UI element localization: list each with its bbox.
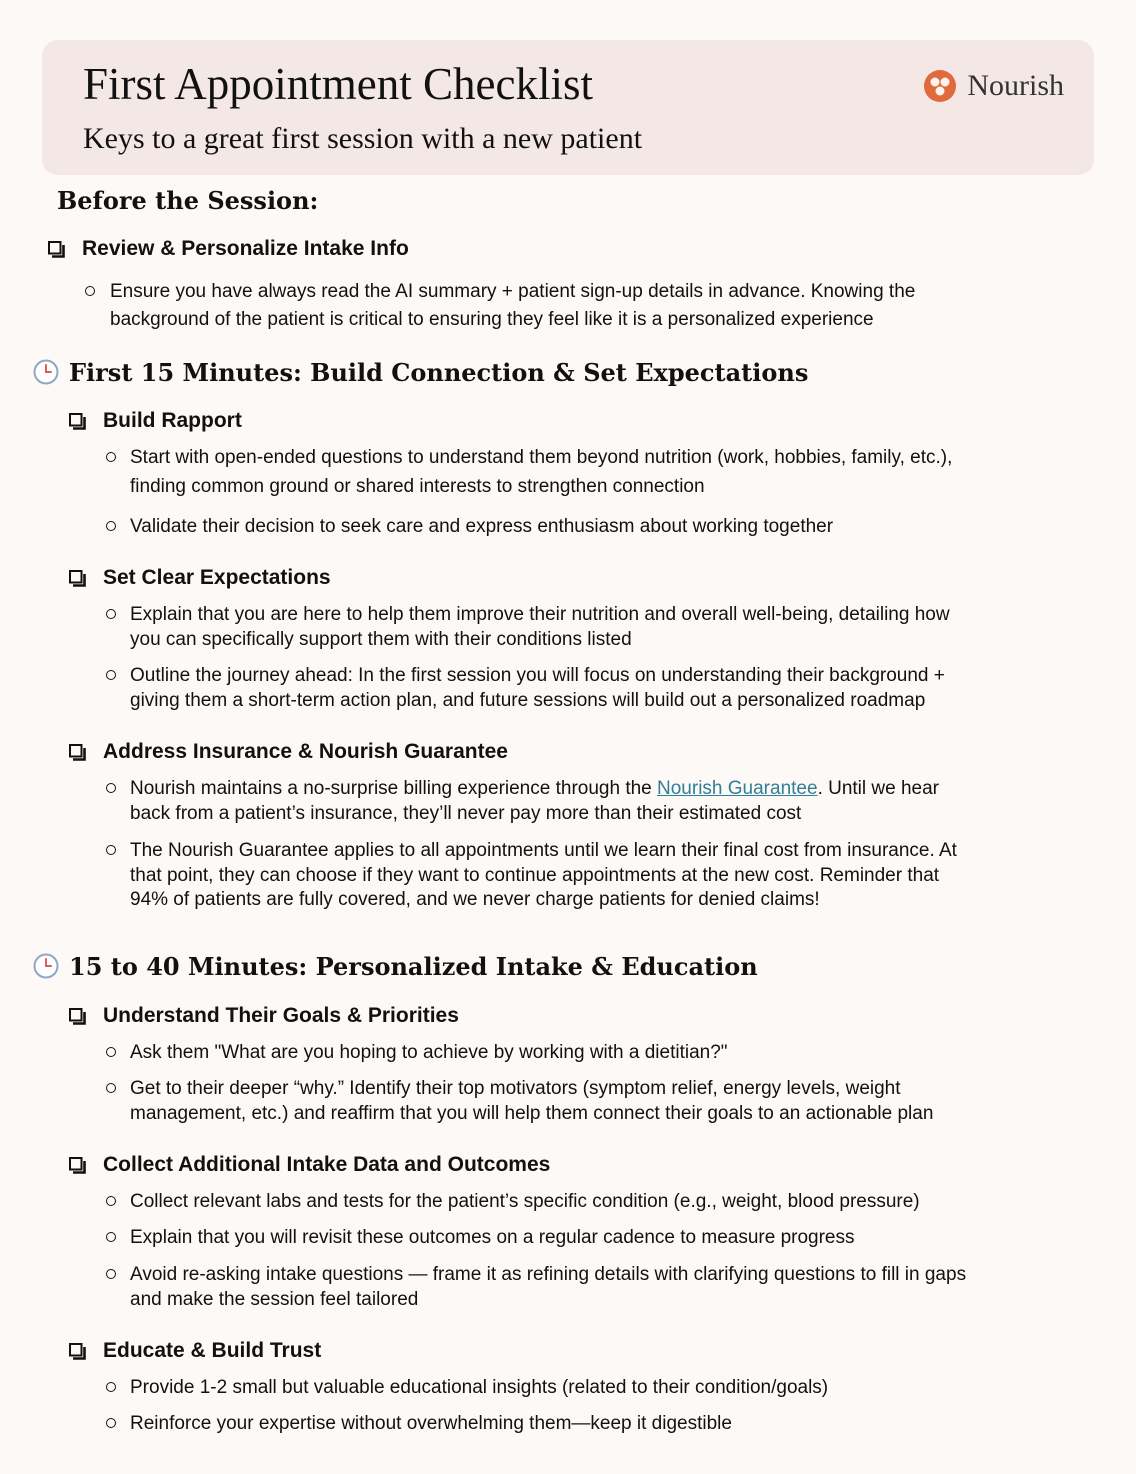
bullet-text: Avoid re-asking intake questions — frame it as refining details with clarifying questions to fill in gaps [130, 1264, 967, 1285]
checklist-item [69, 1153, 550, 1177]
bullet-text: you can specifically support them with their conditions listed [130, 629, 632, 650]
bullet-text-part: . Until we hear [817, 778, 940, 799]
clock-icon [33, 953, 59, 979]
checklist-item [69, 566, 331, 590]
page-title: First Appointment Checklist [83, 59, 594, 109]
bullet-icon [106, 845, 116, 855]
checkbox-icon [69, 413, 86, 430]
bullet-text: Reinforce your expertise without overwhelming them—keep it digestible [130, 1413, 732, 1434]
bullet-text: back from a patient’s insurance, they’ll never pay more than their estimated cost [130, 803, 802, 824]
section-title-before: Before the Session: [57, 186, 319, 215]
item-title: Set Clear Expectations [103, 566, 331, 589]
checkbox-icon [48, 241, 65, 258]
bullet-text: Start with open-ended questions to understand them beyond nutrition (work, hobbies, family, etc.), [130, 447, 953, 468]
checkbox-icon [69, 744, 86, 761]
section-title-text: First 15 Minutes: Build Connection & Set Expectations [69, 358, 809, 387]
bullet-text: management, etc.) and reaffirm that you will help them connect their goals to an actionable plan [130, 1103, 934, 1124]
bullet-icon [106, 1382, 116, 1392]
bullet-icon [106, 1196, 116, 1206]
item-title: Collect Additional Intake Data and Outcomes [103, 1153, 551, 1176]
section-title-text: 15 to 40 Minutes: Personalized Intake & Education [69, 952, 758, 981]
checklist-item [69, 1004, 459, 1028]
bullet-text: Provide 1-2 small but valuable educational insights (related to their condition/goals) [130, 1377, 829, 1398]
bullet-icon [106, 1269, 116, 1279]
bullet-icon [106, 1083, 116, 1093]
section-title-15-to-40 [33, 952, 758, 982]
bullet-text: Collect relevant labs and tests for the patient’s specific condition (e.g., weight, blood pressure) [130, 1191, 920, 1212]
checkbox-icon [69, 570, 86, 587]
bullet-icon [106, 1232, 116, 1242]
bullet-icon [106, 521, 116, 531]
checkbox-icon [69, 1157, 86, 1174]
item-title: Educate & Build Trust [103, 1339, 322, 1362]
bullet-text: Validate their decision to seek care and express enthusiasm about working together [130, 516, 834, 537]
bullet-text: and make the session feel tailored [130, 1289, 419, 1310]
bullet-text: background of the patient is critical to ensuring they feel like it is a personalized experience [110, 309, 874, 330]
bullet-text: giving them a short-term action plan, and future sessions will build out a personalized roadmap [130, 690, 926, 711]
bullet-text: finding common ground or shared interests to strengthen connection [130, 476, 705, 497]
item-title: Review & Personalize Intake Info [82, 237, 409, 260]
checklist-item [69, 740, 508, 764]
item-title: Address Insurance & Nourish Guarantee [103, 740, 508, 763]
nourish-guarantee-link[interactable]: Nourish Guarantee [657, 778, 818, 799]
bullet-text: Ensure you have always read the AI summary + patient sign-up details in advance. Knowing the [110, 281, 916, 302]
bullet-text: Outline the journey ahead: In the first session you will focus on understanding their background + [130, 665, 945, 686]
nourish-logo [923, 68, 1064, 104]
header-banner [42, 40, 1094, 175]
brand-name: Nourish [967, 69, 1064, 102]
bullet-text: Explain that you are here to help them improve their nutrition and overall well-being, detailing how [130, 604, 950, 625]
bullet-text-part: Nourish maintains a no-surprise billing experience through the [130, 778, 658, 799]
bullet-text [130, 776, 939, 801]
checklist-item [48, 237, 409, 261]
item-title: Understand Their Goals & Priorities [103, 1004, 459, 1027]
page-subtitle: Keys to a great first session with a new patient [83, 122, 643, 155]
bullet-icon [106, 609, 116, 619]
checkbox-icon [69, 1008, 86, 1025]
bullet-text: that point, they can choose if they want to continue appointments at the new cost. Reminder that [130, 865, 940, 886]
bullet-text: 94% of patients are fully covered, and we never charge patients for denied claims! [130, 889, 820, 910]
item-title: Build Rapport [103, 409, 242, 432]
clock-icon [33, 359, 59, 385]
checklist-item [69, 409, 242, 433]
bullet-icon [106, 1047, 116, 1057]
bullet-text: Explain that you will revisit these outcomes on a regular cadence to measure progress [130, 1227, 855, 1248]
bullet-icon [106, 670, 116, 680]
bullet-text: Get to their deeper “why.” Identify their top motivators (symptom relief, energy levels, weight [130, 1078, 901, 1099]
section-title-first-15 [33, 358, 808, 388]
bullet-icon [106, 783, 116, 793]
bullet-icon [85, 286, 95, 296]
bullet-icon [106, 452, 116, 462]
nourish-logo-icon [923, 69, 957, 103]
checklist-item [69, 1339, 321, 1363]
bullet-text: Ask them "What are you hoping to achieve by working with a dietitian?" [130, 1042, 728, 1063]
bullet-text: The Nourish Guarantee applies to all appointments until we learn their final cost from insurance. At [130, 840, 957, 861]
checkbox-icon [69, 1343, 86, 1360]
bullet-icon [106, 1418, 116, 1428]
